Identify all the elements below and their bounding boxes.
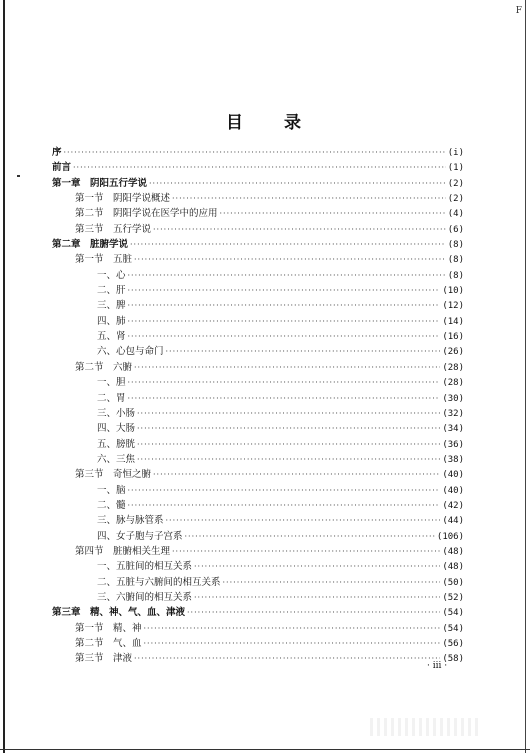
dot-leader — [166, 513, 441, 528]
toc-entry-label: 一、心 — [97, 269, 126, 281]
toc-entry-page: (8) — [447, 255, 464, 266]
dot-leader — [137, 421, 440, 436]
toc-subsection-entry[interactable] — [52, 421, 464, 436]
dot-leader — [73, 160, 446, 175]
toc-entry-page: (52) — [442, 592, 464, 603]
toc-entry-page: (54) — [442, 623, 464, 634]
toc-entry-label: 第二节 气、血 — [75, 638, 142, 649]
dot-leader — [172, 544, 440, 559]
toc-entry-label: 六、三焦 — [97, 453, 136, 465]
dot-leader — [137, 406, 440, 421]
toc-entry-page: (36) — [442, 439, 464, 450]
toc-subsection-entry[interactable] — [52, 559, 464, 574]
toc-entry-page: (48) — [442, 546, 464, 557]
toc-chapter-entry[interactable] — [52, 605, 464, 620]
toc-subsection-entry[interactable] — [52, 375, 464, 390]
toc-subsection-entry[interactable] — [52, 406, 464, 421]
toc-subsection-entry[interactable] — [52, 498, 464, 513]
dot-leader — [144, 636, 441, 651]
toc-entry-label: 三、小肠 — [97, 407, 136, 419]
dot-leader — [220, 206, 446, 221]
toc-entry-label: 三、脾 — [97, 300, 126, 312]
toc-entry-page: (32) — [442, 408, 464, 419]
toc-subsection-entry[interactable] — [52, 344, 464, 359]
toc-section-entry[interactable] — [52, 252, 464, 267]
toc-entry-label: 序 — [52, 147, 62, 158]
toc-entry-label: 二、肝 — [97, 285, 126, 297]
toc-chapter-entry[interactable] — [52, 176, 464, 191]
toc-entry-page: (2) — [447, 194, 464, 205]
dot-leader — [153, 222, 446, 237]
toc-entry-label: 第三章 精、神、气、血、津液 — [52, 607, 186, 619]
toc-section-entry[interactable] — [52, 636, 464, 651]
dot-leader — [149, 176, 446, 191]
dot-leader — [128, 329, 441, 344]
toc-entry-label: 二、五脏与六腑间的相互关系 — [97, 576, 221, 588]
dot-leader — [134, 651, 440, 666]
toc-entry-label: 一、五脏间的相互关系 — [97, 561, 193, 573]
toc-entry-label: 前言 — [52, 162, 72, 174]
toc-subsection-entry[interactable] — [52, 329, 464, 344]
dot-leader — [128, 298, 441, 313]
dot-leader — [185, 529, 435, 544]
toc-subsection-entry[interactable] — [52, 298, 464, 313]
toc-subsection-entry[interactable] — [52, 283, 464, 298]
page-border-bottom — [0, 749, 530, 750]
dot-leader — [128, 498, 441, 513]
table-of-contents — [52, 145, 464, 667]
dot-leader — [172, 191, 446, 206]
toc-entry-label: 五、膀胱 — [97, 438, 136, 450]
toc-entry-page: (1) — [447, 163, 464, 174]
toc-subsection-entry[interactable] — [52, 529, 464, 544]
toc-section-entry[interactable] — [52, 360, 464, 375]
dot-leader — [128, 268, 446, 283]
dot-leader — [187, 605, 440, 620]
toc-section-entry[interactable] — [52, 206, 464, 221]
toc-entry-label: 二、髓 — [97, 499, 126, 511]
toc-entry-page: (6) — [447, 224, 464, 235]
toc-section-entry[interactable] — [52, 191, 464, 206]
page-title-char-1: 目 — [226, 113, 246, 133]
dot-leader — [64, 145, 446, 160]
toc-entry-page: (28) — [442, 362, 464, 373]
toc-entry-page: (i) — [447, 148, 464, 158]
toc-entry-label: 第三节 五行学说 — [75, 223, 152, 235]
toc-subsection-entry[interactable] — [52, 513, 464, 528]
toc-entry-label: 一、脑 — [97, 484, 126, 496]
dot-leader — [137, 437, 440, 452]
toc-entry-page: (4) — [447, 209, 464, 220]
toc-entry-label: 三、六腑间的相互关系 — [97, 591, 193, 603]
toc-entry-page: (54) — [442, 608, 464, 619]
toc-section-entry[interactable] — [52, 651, 464, 666]
dot-leader — [134, 252, 446, 267]
toc-entry-page: (44) — [442, 516, 464, 527]
toc-entry-page: (42) — [442, 500, 464, 511]
toc-entry-page: (58) — [442, 654, 464, 665]
toc-entry-page: (10) — [442, 286, 464, 297]
corner-mark: F — [515, 6, 522, 16]
dot-leader — [128, 375, 441, 390]
toc-entry-label: 第一章 阴阳五行学说 — [52, 177, 148, 189]
toc-entry-page: (28) — [442, 378, 464, 389]
toc-subsection-entry[interactable] — [52, 452, 464, 467]
toc-entry-page: (30) — [442, 393, 464, 404]
toc-entry-label: 第四节 脏腑相关生理 — [75, 545, 171, 557]
toc-entry-label: 第二章 脏腑学说 — [52, 239, 129, 251]
dot-leader — [134, 360, 440, 375]
toc-subsection-entry[interactable] — [52, 483, 464, 498]
dot-leader — [223, 575, 441, 590]
dot-leader — [166, 344, 441, 359]
toc-entry-label: 六、心包与命门 — [97, 346, 164, 358]
toc-entry-page: (106) — [436, 531, 464, 542]
toc-entry-label: 第一节 五脏 — [75, 254, 133, 266]
toc-chapter-entry[interactable] — [52, 237, 464, 252]
toc-section-entry[interactable] — [52, 222, 464, 237]
toc-entry-page: (8) — [447, 240, 464, 251]
toc-entry-label: 第三节 奇恒之腑 — [75, 469, 152, 481]
dot-leader — [128, 391, 441, 406]
toc-subsection-entry[interactable] — [52, 268, 464, 283]
dot-leader — [153, 467, 440, 482]
toc-entry-label: 四、大肠 — [97, 423, 136, 435]
scan-artifact-strip — [370, 718, 480, 736]
dot-leader — [194, 559, 440, 574]
toc-entry-label: 二、胃 — [97, 392, 126, 404]
toc-chapter-entry[interactable] — [52, 145, 464, 160]
dot-leader — [137, 452, 440, 467]
toc-entry-page: (56) — [442, 639, 464, 649]
toc-entry-page: (48) — [442, 562, 464, 573]
page-title-char-2: 录 — [284, 113, 304, 133]
page-number-footer: · iii · — [427, 661, 448, 671]
toc-entry-label: 四、女子胞与子宫系 — [97, 530, 183, 542]
toc-entry-label: 第二节 阴阳学说在医学中的应用 — [75, 208, 218, 220]
toc-subsection-entry[interactable] — [52, 314, 464, 329]
toc-entry-page: (38) — [442, 454, 464, 465]
scan-speck — [17, 175, 20, 177]
dot-leader — [128, 283, 441, 298]
toc-entry-page: (26) — [442, 347, 464, 358]
toc-section-entry[interactable] — [52, 467, 464, 482]
toc-chapter-entry[interactable] — [52, 160, 464, 175]
toc-entry-page: (34) — [442, 424, 464, 435]
dot-leader — [194, 590, 440, 605]
toc-subsection-entry[interactable] — [52, 437, 464, 452]
toc-entry-label: 三、脉与脉管系 — [97, 515, 164, 527]
page-title — [0, 108, 530, 133]
dot-leader — [130, 237, 446, 252]
toc-entry-label: 一、胆 — [97, 377, 126, 389]
dot-leader — [128, 314, 441, 329]
toc-entry-page: (50) — [442, 577, 464, 588]
toc-entry-page: (12) — [442, 301, 464, 312]
toc-subsection-entry[interactable] — [52, 590, 464, 605]
dot-leader — [128, 483, 441, 498]
toc-section-entry[interactable] — [52, 544, 464, 559]
toc-entry-label: 第一节 阴阳学说概述 — [75, 193, 171, 205]
toc-entry-label: 四、肺 — [97, 315, 126, 327]
toc-entry-label: 五、肾 — [97, 331, 126, 343]
toc-entry-label: 第二节 六腑 — [75, 361, 133, 373]
toc-entry-page: (8) — [447, 270, 464, 281]
toc-entry-page: (40) — [442, 485, 464, 496]
toc-entry-label: 第一节 精、神 — [75, 622, 142, 634]
toc-entry-page: (16) — [442, 332, 464, 343]
toc-subsection-entry[interactable] — [52, 391, 464, 406]
toc-entry-page: (40) — [442, 470, 464, 481]
dot-leader — [144, 621, 441, 636]
toc-entry-page: (2) — [447, 178, 464, 189]
toc-entry-page: (14) — [442, 316, 464, 327]
toc-entry-label: 第三节 津液 — [75, 653, 133, 665]
toc-subsection-entry[interactable] — [52, 575, 464, 590]
toc-section-entry[interactable] — [52, 621, 464, 636]
